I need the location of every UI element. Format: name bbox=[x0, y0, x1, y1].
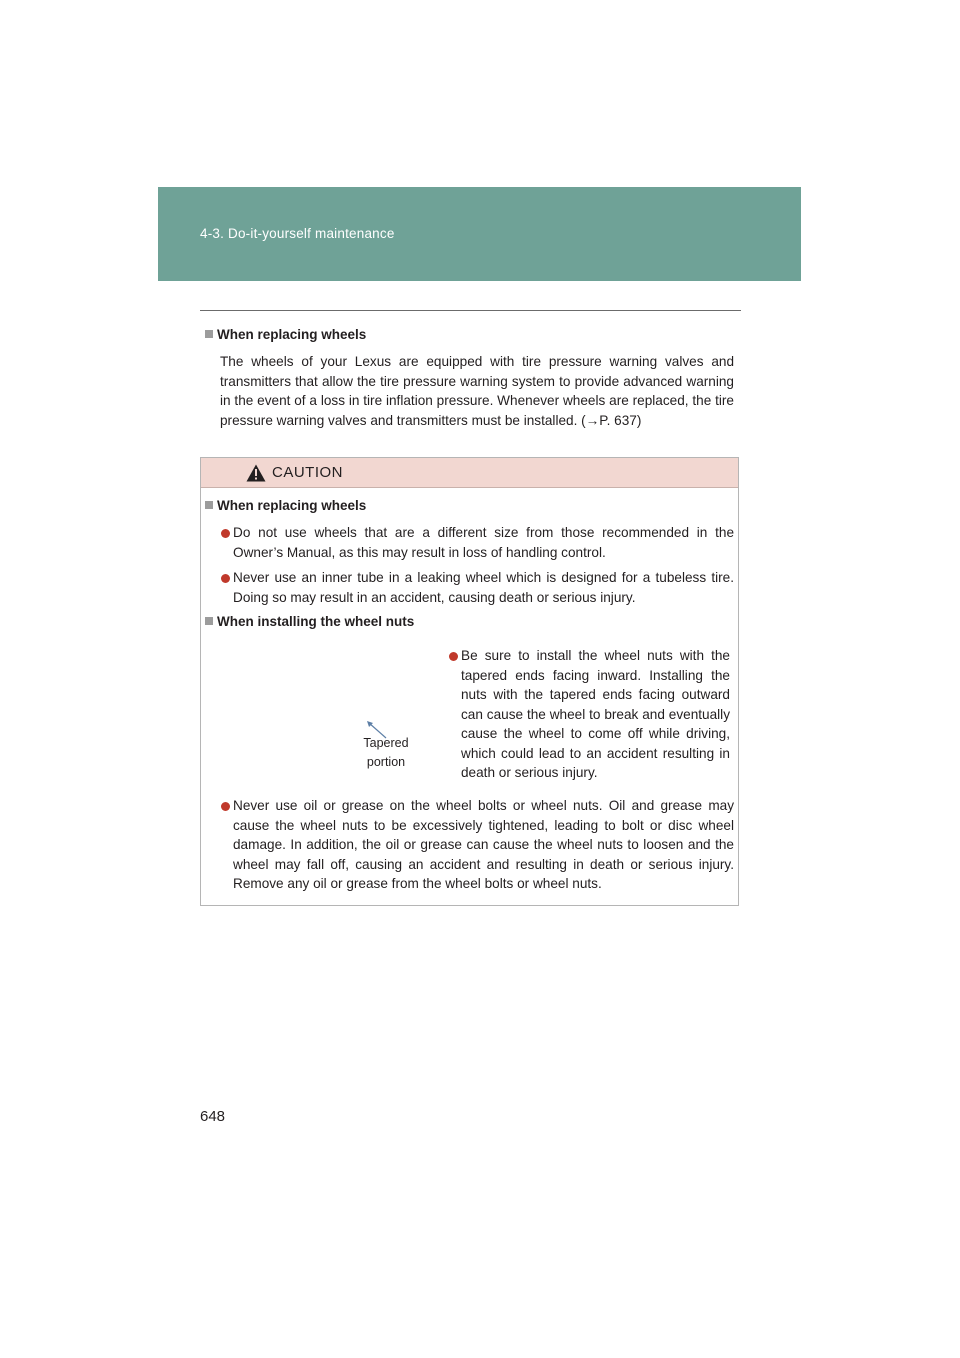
caution-bullet bbox=[221, 796, 734, 894]
caution-bullet-text: Never use oil or grease on the wheel bolts or wheel nuts. Oil and grease may cause the wheel nuts to be excessively tightened, leading to bolt or disc wheel damage. In addition, the oil or grease can cause the wheel nuts to loosen and the wheel may fall off, causing an accident and resulting in death or serious injury. Remove any oil or grease from the wheel bolts or wheel nuts. bbox=[233, 798, 734, 891]
warning-triangle-icon bbox=[246, 464, 266, 482]
caution-bullet-text: Do not use wheels that are a different size from those recommended in the Owner’s Manual, as this may result in loss of handling control. bbox=[233, 525, 734, 560]
caution-bullet bbox=[221, 523, 734, 562]
heading-replacing-wheels bbox=[205, 327, 366, 342]
section-title: 4-3. Do-it-yourself maintenance bbox=[200, 226, 395, 241]
section-divider bbox=[200, 310, 741, 311]
square-bullet-icon bbox=[205, 330, 213, 338]
caution-label: CAUTION bbox=[272, 464, 343, 481]
page-number: 648 bbox=[200, 1108, 226, 1125]
bullet-dot-icon bbox=[221, 802, 230, 811]
section-header-band bbox=[158, 187, 801, 281]
caution-header bbox=[201, 458, 738, 488]
tapered-portion-callout: Tapered portion bbox=[363, 736, 409, 769]
heading-text: When replacing wheels bbox=[217, 327, 367, 342]
bullet-dot-icon bbox=[221, 574, 230, 583]
caution-bullet-text: Be sure to install the wheel nuts with the tapered ends facing inward. Installing the nuts with the tapered ends facing outward can cause the wheel to break and eventually cause the wheel to come off while driving, which could lead to an accident resulting in death or serious injury. bbox=[461, 648, 730, 780]
bullet-dot-icon bbox=[449, 652, 458, 661]
caution-heading-text: When replacing wheels bbox=[217, 498, 367, 513]
caution-bullet bbox=[221, 568, 734, 607]
body-paragraph: The wheels of your Lexus are equipped with tire pressure warning valves and transmitters that allow the tire pressure warning system to provide advanced warning in the event of a loss in tire inflation pressure. Whenever wheels are replaced, the tire pressure warning valves and transmitters must be installed. (→P. 637) bbox=[220, 354, 734, 428]
caution-bullet-text: Never use an inner tube in a leaking wheel which is designed for a tubeless tire. Doing so may result in an accident, causing death or serious injury. bbox=[233, 570, 734, 605]
caution-heading-replacing-wheels bbox=[205, 498, 366, 513]
caution-side-bullet bbox=[449, 646, 730, 783]
caution-heading-text: When installing the wheel nuts bbox=[217, 614, 415, 629]
square-bullet-icon bbox=[205, 617, 213, 625]
bullet-dot-icon bbox=[221, 529, 230, 538]
square-bullet-icon bbox=[205, 501, 213, 509]
caution-heading-wheel-nuts bbox=[205, 614, 414, 629]
caution-box bbox=[200, 457, 739, 906]
